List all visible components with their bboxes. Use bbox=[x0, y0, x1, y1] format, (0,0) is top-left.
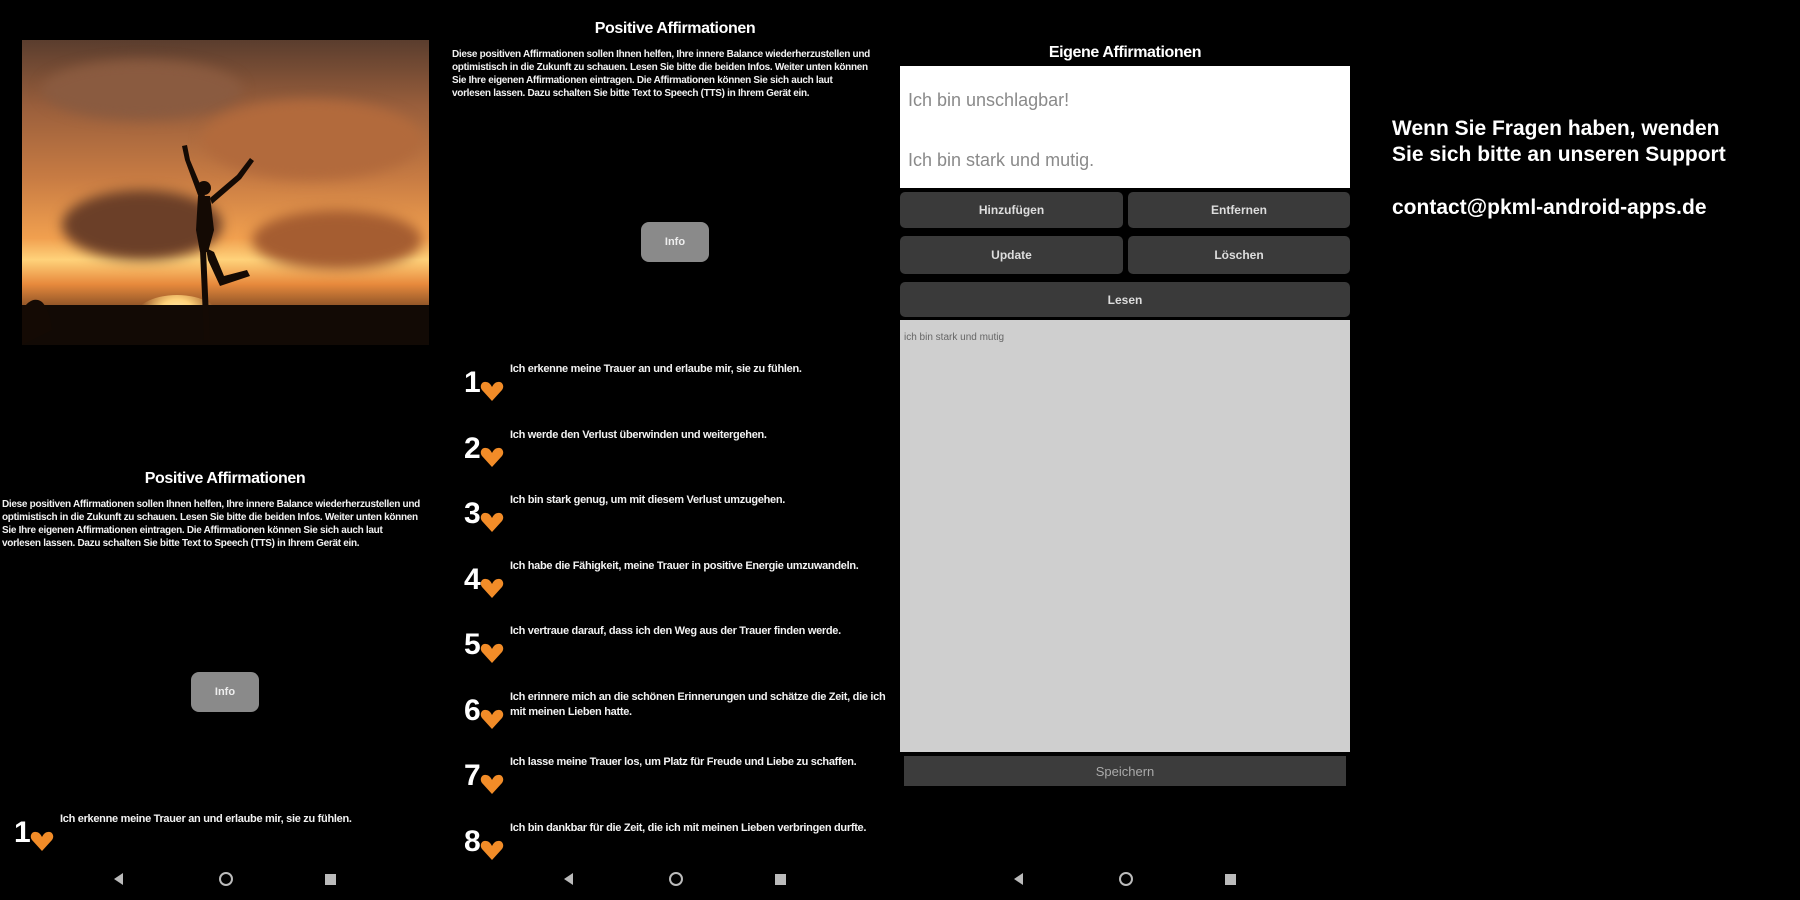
info-button[interactable]: Info bbox=[641, 222, 709, 262]
affirmation-textarea[interactable] bbox=[900, 320, 1350, 752]
affirmation-number: 7 bbox=[464, 759, 480, 792]
heart-icon bbox=[480, 511, 504, 533]
heart-icon bbox=[480, 577, 504, 599]
heart-icon bbox=[480, 446, 504, 468]
delete-button[interactable]: Löschen bbox=[1128, 236, 1350, 274]
back-icon[interactable] bbox=[114, 873, 123, 885]
read-button[interactable]: Lesen bbox=[900, 282, 1350, 317]
screen-panel-4 bbox=[1350, 0, 1800, 900]
affirmation-text: Ich habe die Fähigkeit, meine Trauer in positive Energie umzuwandeln. bbox=[510, 560, 859, 572]
affirmation-text: Ich bin dankbar für die Zeit, die ich mit meinen Lieben verbringen durfte. bbox=[510, 822, 867, 834]
affirmation-item[interactable] bbox=[450, 755, 900, 815]
home-icon[interactable] bbox=[219, 872, 233, 886]
recent-apps-icon[interactable] bbox=[325, 874, 336, 885]
affirmation-number: 1 bbox=[464, 366, 480, 399]
home-icon[interactable] bbox=[669, 872, 683, 886]
save-button[interactable]: Speichern bbox=[904, 756, 1346, 786]
sunset-hero-image bbox=[22, 40, 429, 345]
page-title: Positive Affirmationen bbox=[594, 20, 756, 37]
back-icon[interactable] bbox=[564, 873, 573, 885]
android-nav-bar bbox=[0, 860, 450, 900]
recent-apps-icon[interactable] bbox=[775, 874, 786, 885]
intro-text: Diese positiven Affirmationen sollen Ihnen helfen, Ihre innere Balance wiederherzustellen und optimistisch in die Zukunft zu schauen. Lesen Sie bitte die beiden Infos. Weiter unten können Sie Ihre eigenen Affirmationen eintragen. Die Affirmationen können Sie sich auch laut vorlesen lassen. Dazu schalten Sie bitte Text to Speech (TTS) in Ihrem Gerät ein. bbox=[452, 49, 870, 99]
affirmation-item[interactable] bbox=[450, 428, 900, 488]
screen-panel-3 bbox=[900, 0, 1350, 900]
affirmation-text: Ich lasse meine Trauer los, um Platz für Freude und Liebe zu schaffen. bbox=[510, 756, 857, 768]
affirmation-number: 6 bbox=[464, 694, 480, 727]
android-nav-bar bbox=[450, 860, 900, 900]
page-title: Eigene Affirmationen bbox=[1048, 44, 1202, 61]
home-icon[interactable] bbox=[1119, 872, 1133, 886]
recent-apps-icon[interactable] bbox=[1225, 874, 1236, 885]
affirmation-text: Ich werde den Verlust überwinden und weitergehen. bbox=[510, 429, 767, 441]
intro-text: Diese positiven Affirmationen sollen Ihnen helfen, Ihre innere Balance wiederherzustellen und optimistisch in die Zukunft zu schauen. Lesen Sie bitte die beiden Infos. Weiter unten können Sie Ihre eigenen Affirmationen eintragen. Die Affirmationen können Sie sich auch laut vorlesen lassen. Dazu schalten Sie bitte Text to Speech (TTS) in Ihrem Gerät ein. bbox=[2, 499, 420, 549]
remove-button[interactable]: Entfernen bbox=[1128, 192, 1350, 228]
screen-panel-2 bbox=[450, 0, 900, 900]
affirmation-item[interactable] bbox=[450, 690, 900, 750]
affirmation-number: 1 bbox=[14, 816, 30, 849]
info-button[interactable]: Info bbox=[191, 672, 259, 712]
affirmation-number: 8 bbox=[464, 825, 480, 858]
affirmation-number: 3 bbox=[464, 497, 480, 530]
back-icon[interactable] bbox=[1014, 873, 1023, 885]
add-button[interactable]: Hinzufügen bbox=[900, 192, 1123, 228]
dancer-silhouette bbox=[22, 40, 429, 345]
update-button[interactable]: Update bbox=[900, 236, 1123, 274]
affirmation-text: Ich erkenne meine Trauer an und erlaube mir, sie zu fühlen. bbox=[60, 813, 352, 825]
affirmation-item[interactable] bbox=[450, 624, 900, 684]
affirmation-text: Ich erinnere mich an die schönen Erinnerungen und schätze die Zeit, die ich mit meinen Lieben hatte. bbox=[510, 691, 886, 718]
support-email[interactable]: contact@pkml-android-apps.de bbox=[1392, 196, 1707, 219]
page-title: Positive Affirmationen bbox=[144, 470, 306, 487]
heart-icon bbox=[480, 708, 504, 730]
affirmation-item[interactable] bbox=[450, 493, 900, 553]
affirmation-listbox[interactable] bbox=[900, 66, 1350, 188]
heart-icon bbox=[480, 839, 504, 861]
affirmation-item[interactable] bbox=[450, 559, 900, 619]
affirmation-number: 5 bbox=[464, 628, 480, 661]
affirmation-text: Ich bin stark genug, um mit diesem Verlust umzugehen. bbox=[510, 494, 786, 506]
affirmation-text: Ich vertraue darauf, dass ich den Weg aus der Trauer finden werde. bbox=[510, 625, 841, 637]
affirmation-number: 4 bbox=[464, 563, 480, 596]
support-line-1: Wenn Sie Fragen haben, wenden bbox=[1392, 117, 1720, 140]
heart-icon bbox=[480, 380, 504, 402]
affirmation-text: Ich erkenne meine Trauer an und erlaube mir, sie zu fühlen. bbox=[510, 363, 802, 375]
heart-icon bbox=[480, 642, 504, 664]
list-item[interactable]: Ich bin stark und mutig. bbox=[908, 150, 1095, 170]
affirmation-item[interactable] bbox=[450, 362, 900, 422]
textarea-value: ich bin stark und mutig bbox=[904, 332, 1005, 343]
heart-icon bbox=[480, 773, 504, 795]
list-item[interactable]: Ich bin unschlagbar! bbox=[908, 90, 1070, 110]
heart-icon bbox=[30, 830, 54, 852]
support-text bbox=[1392, 116, 1726, 168]
android-nav-bar bbox=[900, 860, 1350, 900]
affirmation-number: 2 bbox=[464, 432, 480, 465]
screen-panel-1 bbox=[0, 0, 450, 900]
support-line-2: Sie sich bitte an unseren Support bbox=[1392, 143, 1726, 166]
